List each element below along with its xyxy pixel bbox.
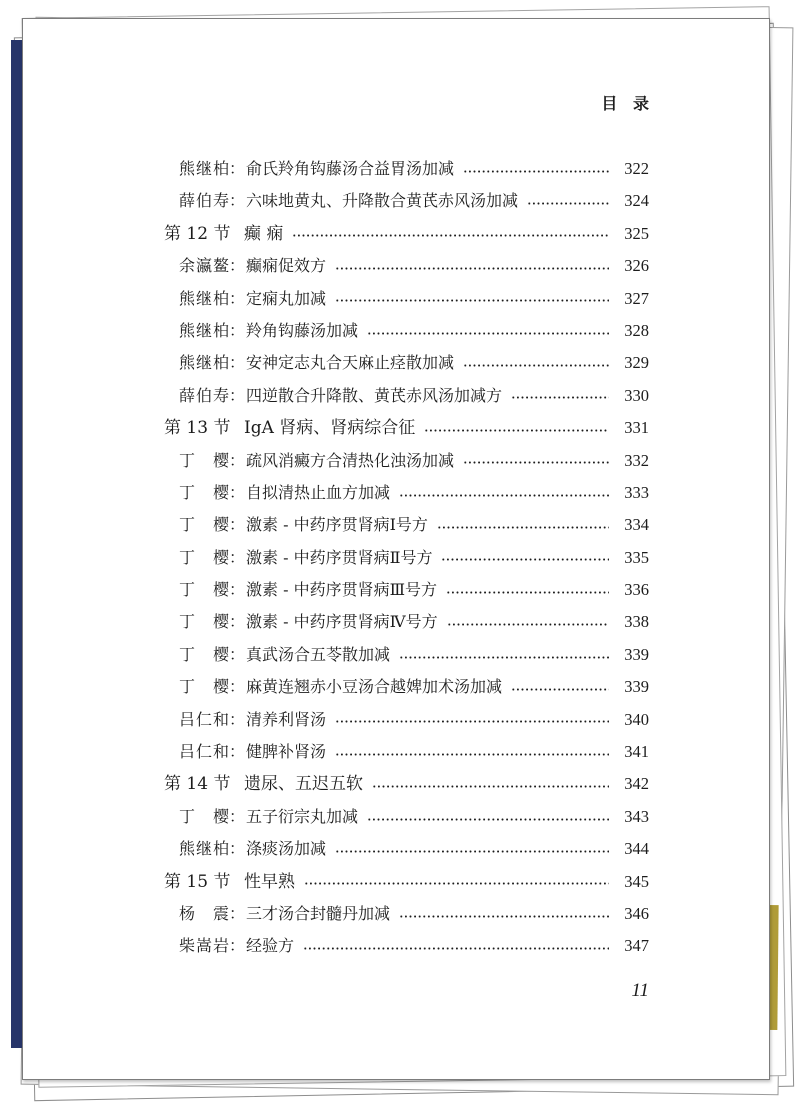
entry-title: 疏风消癜方合清热化浊汤加减 — [246, 450, 455, 470]
entry-separator: ： — [229, 515, 246, 535]
page-ref: 339 — [624, 644, 649, 664]
toc-entry-row — [164, 736, 649, 768]
entry-author: 吕仁和 — [179, 742, 229, 762]
entry-separator: ： — [229, 320, 246, 340]
dot-leader — [441, 558, 609, 561]
entry-separator: ： — [229, 385, 246, 405]
dot-leader — [399, 494, 609, 497]
dot-leader — [437, 526, 609, 529]
entry-author: 丁 樱 — [179, 515, 229, 535]
entry-author: 薛伯寿 — [179, 191, 229, 211]
section-title: 遗尿、五迟五软 — [244, 774, 363, 795]
entry-title: 癫痫促效方 — [246, 256, 327, 276]
dot-leader — [446, 591, 609, 594]
dot-leader — [372, 785, 609, 788]
toc-entry-row — [164, 347, 649, 379]
toc-entry-row — [164, 380, 649, 412]
toc-page — [22, 18, 770, 1080]
running-head-title: 目 录 — [601, 94, 649, 113]
entry-author: 熊继柏 — [179, 353, 229, 373]
page-ref: 338 — [624, 612, 649, 632]
entry-author: 丁 樱 — [179, 450, 229, 470]
entry-title: 六味地黄丸、升降散合黄芪赤风汤加减 — [246, 191, 519, 211]
toc-entry-row — [164, 574, 649, 606]
entry-separator: ： — [229, 677, 246, 697]
entry-separator: ： — [229, 580, 246, 600]
entry-author: 丁 樱 — [179, 547, 229, 567]
entry-author: 丁 樱 — [179, 482, 229, 502]
toc-section-row — [164, 412, 649, 444]
entry-author: 丁 樱 — [179, 677, 229, 697]
section-title: 性早熟 — [244, 871, 295, 892]
page-ref: 336 — [624, 580, 649, 600]
toc-entry-row — [164, 445, 649, 477]
entry-title: 健脾补肾汤 — [246, 742, 327, 762]
page-ref: 346 — [624, 903, 649, 923]
section-title: IgA 肾病、肾病综合征 — [244, 418, 416, 439]
page-ref: 343 — [624, 806, 649, 826]
page-ref: 334 — [624, 515, 649, 535]
page-ref: 325 — [624, 223, 649, 243]
entry-separator: ： — [229, 482, 246, 502]
dot-leader — [303, 947, 609, 950]
entry-title: 激素 - 中药序贯肾病Ⅰ号方 — [246, 515, 428, 535]
toc-entry-row — [164, 671, 649, 703]
entry-title: 五子衍宗丸加减 — [246, 806, 359, 826]
dot-leader — [367, 332, 609, 335]
entry-author: 丁 樱 — [179, 644, 229, 664]
page-ref: 339 — [624, 677, 649, 697]
toc-entry-row — [164, 704, 649, 736]
entry-separator: ： — [229, 547, 246, 567]
page-ref: 340 — [624, 709, 649, 729]
entry-separator: ： — [229, 353, 246, 373]
page-ref: 322 — [624, 159, 649, 178]
entry-author: 吕仁和 — [179, 709, 229, 729]
entry-title: 羚角钩藤汤加减 — [246, 320, 359, 340]
toc-section-row — [164, 866, 649, 898]
dot-leader — [447, 623, 609, 626]
toc-entry-row — [164, 153, 649, 185]
entry-separator: ： — [229, 256, 246, 276]
dot-leader — [424, 429, 609, 432]
entry-title: 真武汤合五苓散加减 — [246, 644, 391, 664]
entry-separator: ： — [229, 612, 246, 632]
section-number: 第 12 节 — [164, 223, 231, 244]
dot-leader — [463, 461, 609, 464]
toc-entry-row — [164, 801, 649, 833]
entry-separator: ： — [229, 644, 246, 664]
entry-title: 自拟清热止血方加减 — [246, 482, 391, 502]
entry-title: 涤痰汤加减 — [246, 839, 327, 859]
page-ref: 345 — [624, 871, 649, 891]
page-ref: 326 — [624, 256, 649, 276]
page-ref: 324 — [624, 191, 649, 211]
dot-leader — [399, 656, 609, 659]
entry-title: 四逆散合升降散、黄芪赤风汤加减方 — [246, 385, 503, 405]
page-ref: 329 — [624, 353, 649, 373]
section-number: 第 14 节 — [164, 774, 231, 795]
dot-leader — [367, 818, 609, 821]
section-number: 第 13 节 — [164, 418, 231, 439]
toc-entry-row — [164, 606, 649, 638]
entry-title: 激素 - 中药序贯肾病Ⅳ号方 — [246, 612, 438, 632]
dot-leader — [511, 396, 609, 399]
entry-separator: ： — [229, 159, 246, 178]
section-number: 第 15 节 — [164, 871, 231, 892]
toc-section-row — [164, 768, 649, 800]
toc-list — [164, 153, 649, 963]
toc-entry-row — [164, 315, 649, 347]
dot-leader — [335, 753, 609, 756]
entry-title: 麻黄连翘赤小豆汤合越婢加术汤加减 — [246, 677, 503, 697]
entry-separator: ： — [229, 903, 246, 923]
toc-entry-row — [164, 542, 649, 574]
entry-author: 熊继柏 — [179, 320, 229, 340]
entry-separator: ： — [229, 806, 246, 826]
page-ref: 328 — [624, 320, 649, 340]
page-number: 11 — [631, 980, 649, 1001]
entry-separator: ： — [229, 936, 246, 956]
dot-leader — [511, 688, 609, 691]
page-ref: 335 — [624, 547, 649, 567]
entry-title: 俞氏羚角钩藤汤合益胃汤加减 — [246, 159, 455, 178]
entry-author: 余瀛鳌 — [179, 256, 229, 276]
entry-separator: ： — [229, 450, 246, 470]
page-ref: 347 — [624, 936, 649, 956]
page-ref: 333 — [624, 482, 649, 502]
dot-leader — [463, 170, 609, 173]
dot-leader — [527, 202, 609, 205]
entry-author: 丁 樱 — [179, 580, 229, 600]
entry-author: 薛伯寿 — [179, 385, 229, 405]
toc-entry-row — [164, 833, 649, 865]
toc-entry-row — [164, 639, 649, 671]
entry-separator: ： — [229, 839, 246, 859]
entry-separator: ： — [229, 709, 246, 729]
section-title: 癫 痫 — [244, 223, 284, 244]
entry-title: 清养利肾汤 — [246, 709, 327, 729]
page-ref: 330 — [624, 385, 649, 405]
dot-leader — [463, 364, 609, 367]
page-ref: 327 — [624, 288, 649, 308]
entry-title: 三才汤合封髓丹加减 — [246, 903, 391, 923]
entry-author: 丁 樱 — [179, 612, 229, 632]
toc-entry-row — [164, 185, 649, 217]
entry-title: 激素 - 中药序贯肾病Ⅲ号方 — [246, 580, 438, 600]
entry-author: 丁 樱 — [179, 806, 229, 826]
entry-author: 熊继柏 — [179, 288, 229, 308]
page-ref: 344 — [624, 839, 649, 859]
toc-section-row — [164, 218, 649, 250]
toc-entry-row — [164, 898, 649, 930]
dot-leader — [335, 299, 609, 302]
entry-separator: ： — [229, 191, 246, 211]
dot-leader — [335, 850, 609, 853]
dot-leader — [399, 915, 609, 918]
dot-leader — [292, 234, 609, 237]
entry-separator: ： — [229, 742, 246, 762]
page-ref: 331 — [624, 418, 649, 438]
toc-entry-row — [164, 930, 649, 962]
dot-leader — [304, 882, 609, 885]
toc-entry-row — [164, 477, 649, 509]
entry-author: 熊继柏 — [179, 839, 229, 859]
entry-author: 柴嵩岩 — [179, 936, 229, 956]
page-ref: 332 — [624, 450, 649, 470]
entry-title: 定痫丸加减 — [246, 288, 327, 308]
entry-author: 杨 震 — [179, 903, 229, 923]
toc-entry-row — [164, 250, 649, 282]
page-ref: 341 — [624, 742, 649, 762]
dot-leader — [335, 720, 609, 723]
entry-title: 激素 - 中药序贯肾病Ⅱ号方 — [246, 547, 433, 567]
dot-leader — [335, 267, 609, 270]
toc-entry-row — [164, 283, 649, 315]
entry-separator: ： — [229, 288, 246, 308]
toc-entry-row — [164, 509, 649, 541]
entry-author: 熊继柏 — [179, 159, 229, 178]
page-ref: 342 — [624, 774, 649, 794]
entry-title: 经验方 — [246, 936, 295, 956]
entry-title: 安神定志丸合天麻止痉散加减 — [246, 353, 455, 373]
